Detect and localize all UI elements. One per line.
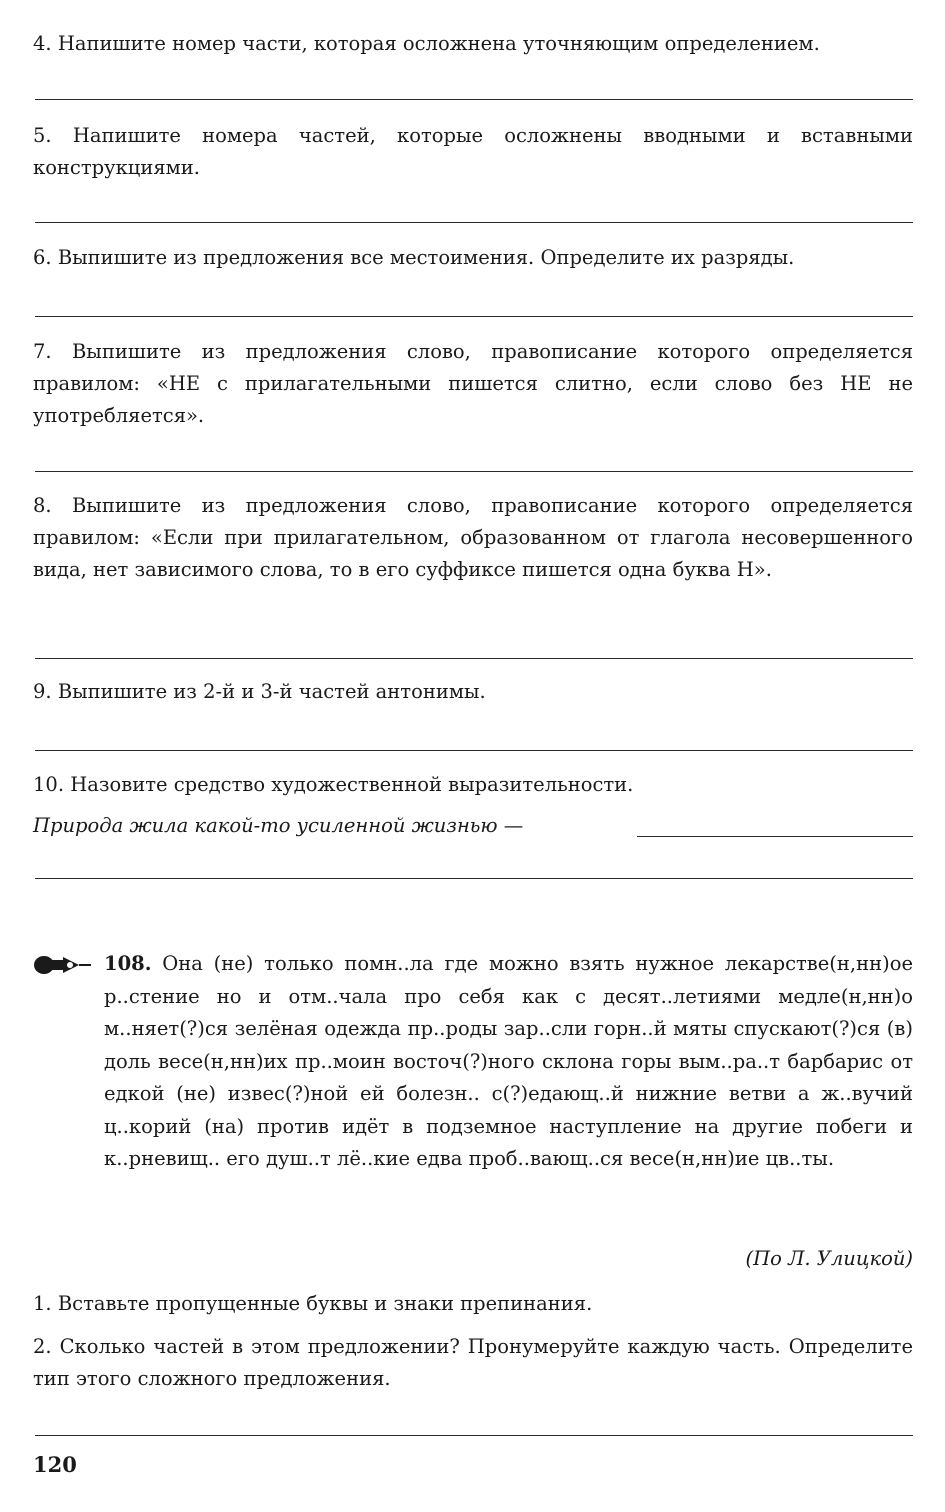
question-text: Выпишите из предложения слово, правописание которого определяется правилом: «Если при прилагательном, образованном от глагола несовершенного вида, нет зависимого слова, то в его суффиксе пишется одна буква Н». — [33, 494, 913, 581]
question-8 — [33, 490, 913, 586]
answer-line — [35, 658, 913, 659]
question-text: Вставьте пропущенные буквы и знаки препинания. — [57, 1292, 593, 1315]
question-7 — [33, 336, 913, 432]
question-number: 10. — [33, 773, 65, 796]
question-number: 2. — [33, 1335, 52, 1358]
question-text: Выпишите из предложения слово, правописание которого определяется правилом: «НЕ с прилагательными пишется слитно, если слово без НЕ не употребляется». — [33, 340, 913, 427]
exercise-108 — [104, 948, 913, 1176]
answer-line — [35, 316, 913, 317]
question-text: Напишите номера частей, которые осложнены вводными и вставными конструкциями. — [33, 124, 913, 179]
answer-line — [35, 222, 913, 223]
answer-line — [35, 750, 913, 751]
question-9 — [33, 676, 913, 708]
question-number: 6. — [33, 246, 52, 269]
exercise-number: 108. — [104, 952, 152, 975]
question-text: Сколько частей в этом предложении? Пронумеруйте каждую часть. Определите тип этого сложного предложения. — [33, 1335, 913, 1390]
question-2 — [33, 1331, 913, 1395]
question-text: Выпишите из предложения все местоимения. Определите их разряды. — [57, 246, 795, 269]
exercise-text: Она (не) только помн..ла где можно взять нужное лекарстве(н,нн)ое р..стение но и отм..чала про себя как с десят..летиями медле(н,нн)о м..няет(?)ся зелёная одежда пр..роды зар..сли горн..й мяты спускают(?)ся (в) доль весе(н,нн)их пр..моин восточ(?)ного склона горы вым..ра..т барбарис от едкой (не) извес(?)ной ей болезн.. с(?)едающ..й нижние ветви а ж..вучий ц..корий (на) против идёт в подземное наступление на другие побеги и к..рневищ.. его душ..т лё..кие едва проб..вающ..ся весе(н,нн)ие цв..ты. — [104, 952, 913, 1170]
question-text: Выпишите из 2-й и 3-й частей антонимы. — [57, 680, 486, 703]
page-number: 120 — [33, 1452, 77, 1477]
answer-line — [35, 878, 913, 879]
question-number: 1. — [33, 1292, 52, 1315]
question-text: Назовите средство художественной выразительности. — [70, 773, 634, 796]
question-10 — [33, 769, 913, 801]
question-number: 5. — [33, 124, 52, 147]
pointer-hand-icon — [33, 954, 95, 976]
question-number: 9. — [33, 680, 52, 703]
example-phrase: Природа жила какой-то усиленной жизнью — — [33, 814, 524, 837]
question-4 — [33, 28, 913, 60]
question-number: 7. — [33, 340, 52, 363]
question-1 — [33, 1288, 913, 1320]
question-number: 4. — [33, 32, 52, 55]
answer-line — [35, 471, 913, 472]
question-5 — [33, 120, 913, 184]
question-6 — [33, 242, 913, 274]
attribution: (По Л. Улицкой) — [745, 1247, 913, 1270]
question-number: 8. — [33, 494, 52, 517]
answer-line — [35, 1435, 913, 1436]
answer-line-short — [637, 836, 913, 837]
question-text: Напишите номер части, которая осложнена уточняющим определением. — [57, 32, 820, 55]
answer-line — [35, 99, 913, 100]
